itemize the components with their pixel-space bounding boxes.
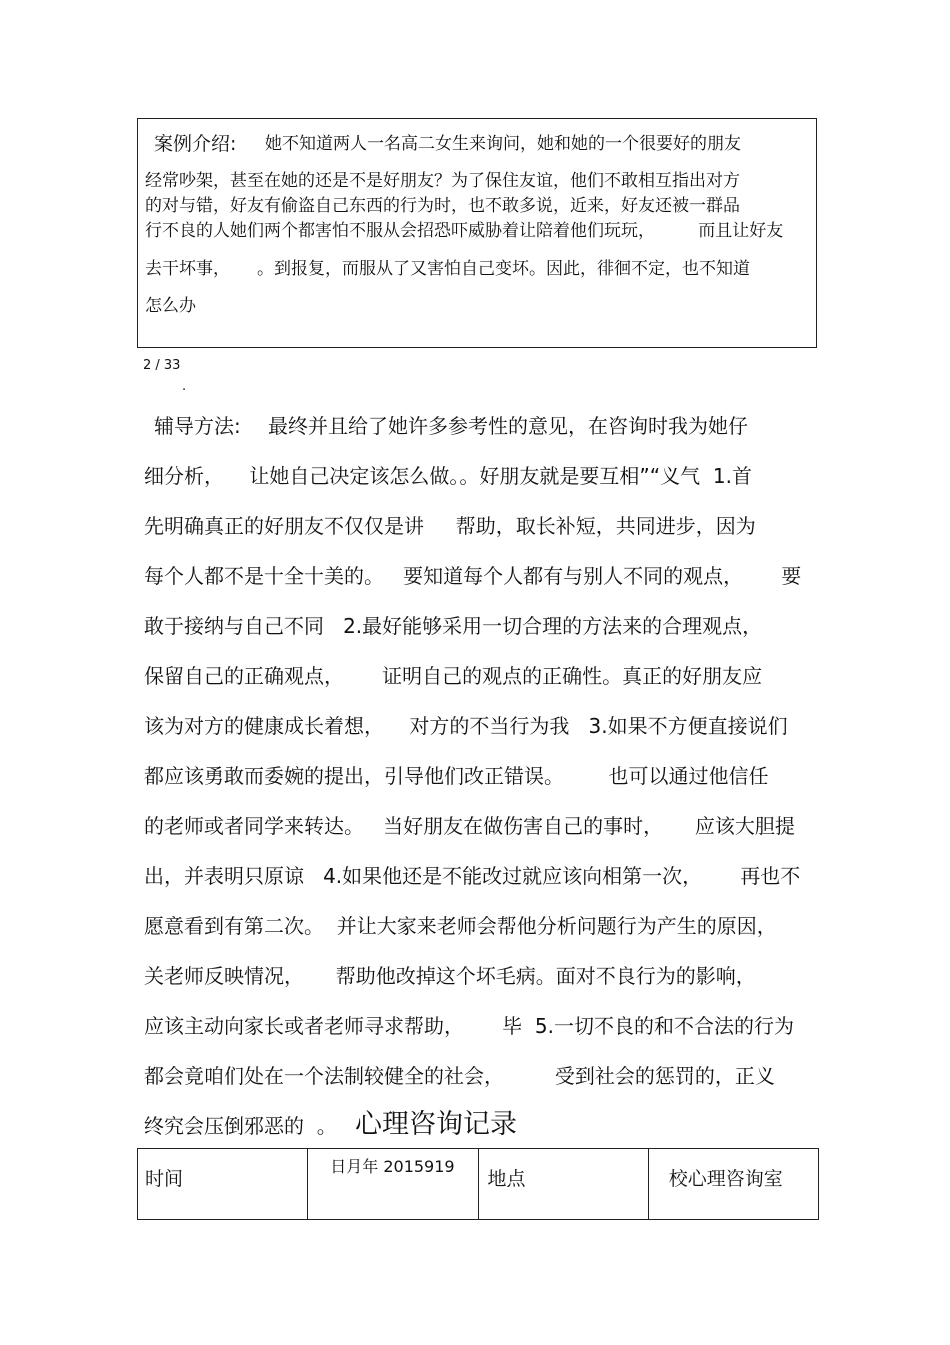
time-label-cell	[138, 1149, 308, 1220]
record-table	[137, 1148, 819, 1220]
guidance-line: 关老师反映情况， 帮助他改掉这个坏毛病。面对不良行为的影响，	[144, 964, 756, 988]
record-title: 心理咨询记录	[355, 1109, 517, 1140]
case-intro-line: 她不知道两人一名高二女生来询问，她和她的一个很要好的朋友	[265, 134, 741, 154]
guidance-label: 辅导方法:	[154, 414, 241, 438]
guidance-line: 先明确真正的好朋友不仅仅是讲 帮助，取长补短，共同进步，因为	[144, 514, 756, 538]
guidance-line: 每个人都不是十全十美的。 要知道每个人都有与别人不同的观点， 要	[144, 564, 802, 588]
guidance-line: 细分析， 让她自己决定该怎么做。。好朋友就是要互相”“义气 1.首	[144, 464, 752, 488]
place-value-cell	[648, 1149, 818, 1220]
guidance-line: 都会竟咱们处在一个法制较健全的社会， 受到社会的惩罚的，正义	[144, 1064, 775, 1088]
case-intro-line: 怎么办	[145, 296, 196, 316]
case-intro-line: 行不良的人她们两个都害怕不服从会招恐吓威胁着让陪着他们玩玩， 而且让好友	[145, 221, 784, 241]
place-label: 地点	[487, 1168, 526, 1190]
guidance-line: 终究会压倒邪恶的 。	[144, 1114, 337, 1138]
guidance-line: 应该主动向家长或者老师寻求帮助， 毕 5.一切不良的和不合法的行为	[144, 1014, 794, 1038]
guidance-line: 出，并表明只原谅 4.如果他还是不能改过就应该向相第一次， 再也不	[144, 864, 801, 888]
guidance-line: 敢于接纳与自己不同 2.最好能够采用一切合理的方法来的合理观点，	[144, 614, 763, 638]
guidance-line: 最终并且给了她许多参考性的意见，在咨询时我为她仔	[268, 414, 748, 438]
case-intro-label: 案例介绍:	[154, 133, 237, 155]
time-label: 时间	[145, 1168, 184, 1190]
place-value: 校心理咨询室	[668, 1168, 783, 1190]
guidance-line: 都应该勇敢而委婉的提出，引导他们改正错误。 也可以通过他信任	[144, 764, 769, 788]
date-cell	[308, 1149, 478, 1220]
case-intro-line: 经常吵架，甚至在她的还是不是好朋友？为了保住友谊，他们不敢相互指出对方	[145, 171, 740, 191]
table-row	[138, 1149, 819, 1220]
guidance-line: 保留自己的正确观点， 证明自己的观点的正确性。真正的好朋友应	[144, 664, 763, 688]
guidance-line: 愿意看到有第二次。 并让大家来老师会帮他分析问题行为产生的原因，	[144, 914, 777, 938]
guidance-line: 的老师或者同学来转达。 当好朋友在做伤害自己的事时， 应该大胆提	[144, 814, 795, 838]
case-intro-line: 去干坏事， 。到报复，而服从了又害怕自己变坏。因此，徘徊不定，也不知道	[145, 259, 751, 279]
guidance-line: 该为对方的健康成长着想， 对方的不当行为我 3.如果不方便直接说们	[144, 714, 788, 738]
date-value: 日月年 2015919	[330, 1157, 455, 1176]
dot-mark: .	[182, 379, 187, 394]
place-label-cell	[478, 1149, 648, 1220]
page-number: 2 / 33	[143, 358, 181, 373]
case-intro-line: 的对与错，好友有偷盗自己东西的行为时，也不敢多说，近来，好友还被一群品	[145, 196, 740, 216]
